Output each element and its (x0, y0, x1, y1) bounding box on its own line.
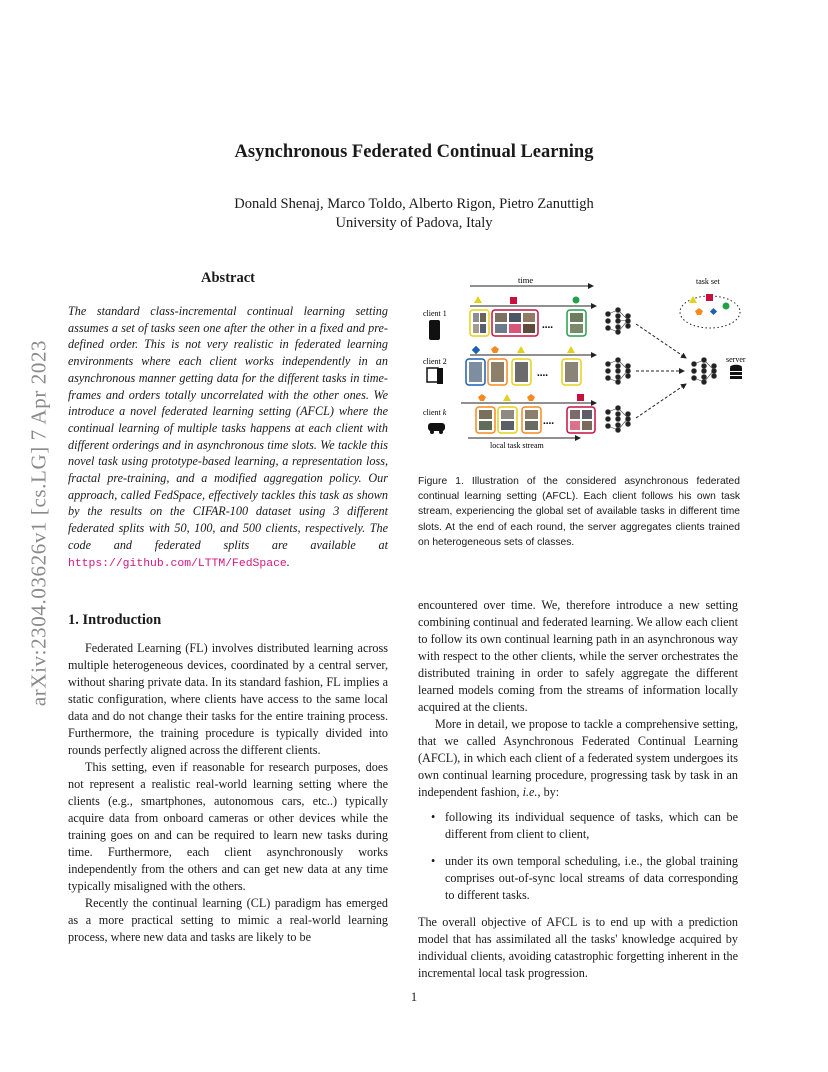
ie-abbrev: i.e. (522, 785, 538, 799)
affiliation: University of Padova, Italy (335, 215, 493, 231)
figure-1-caption: Figure 1. Illustration of the considered asynchronous federated continual learning setting (AFCL). Each client follows his own task stream, experiencing the global set of available tasks in different time slots. At the end of each round, the server aggregates clients trained on heterogeneous sets of classes. (418, 476, 740, 548)
ellipsis: .... (543, 415, 554, 427)
time-label: time (518, 275, 534, 285)
introduction-left-column (68, 640, 388, 946)
abstract-end-period: . (286, 554, 290, 569)
arxiv-identifier: arXiv:2304.03626v1 [cs.LG] 7 Apr 2023 (26, 339, 51, 706)
pentagon-task-icon (478, 394, 486, 401)
pentagon-task-icon (491, 346, 499, 353)
server-label: server (726, 355, 746, 364)
database-server-icon (730, 365, 742, 379)
triangle-task-icon (474, 296, 482, 303)
local-task-stream-label: local task stream (490, 441, 544, 450)
circle-task-icon (573, 297, 580, 304)
diamond-task-icon (472, 346, 480, 354)
client-1-row (423, 296, 596, 340)
client-network-icons (606, 308, 631, 433)
intro-paragraph: The overall objective of AFCL is to end up with a prediction model that has assimilated all the tasks' knowledge acquired by individual clients, avoiding catastrophic forgetting inherent in the incremental local task progression. (418, 915, 738, 980)
square-task-icon (706, 294, 713, 301)
triangle-task-icon (517, 346, 525, 353)
client-k-label: client (423, 408, 441, 417)
circle-task-icon (723, 303, 730, 310)
abstract-body (68, 303, 388, 572)
triangle-task-icon (689, 296, 697, 303)
section-heading-introduction: 1. Introduction (68, 612, 162, 628)
task-box (470, 310, 489, 336)
bullet-item: • under its own temporal scheduling, i.e., the global training comprises out-of-sync local streams of data corresponding to different tasks. (418, 853, 738, 904)
page-number: 1 (410, 990, 418, 1004)
aggregation-links (636, 324, 686, 418)
intro-paragraph: encountered over time. We, therefore introduce a new setting combining continual and federated learning. We allow each client to follow its own continual learning path in an asynchronous way with respect to the other clients, while the server orchestrates the distributed training in order to safely aggregate the different learned models coming from the streams of information locally acquired at the clients. (418, 598, 738, 714)
desktop-computer-icon (427, 368, 438, 382)
paragraph-end: , by: (537, 785, 560, 799)
server-network-icon (692, 358, 717, 385)
svg-text:client 2 (423, 357, 447, 366)
task-set-label: task set (696, 277, 720, 286)
author-names: Donald Shenaj, Marco Toldo, Alberto Rigon, Pietro Zanuttigh (234, 196, 594, 212)
pentagon-task-icon (527, 394, 535, 401)
smartphone-icon (429, 320, 440, 340)
client-k-index: k (442, 408, 447, 417)
triangle-task-icon (503, 394, 511, 401)
paragraph-text: More in detail, we propose to tackle a comprehensive setting, that we called Asynchronous Federated Continual Learning (AFCL), in which each client of a federated system undergoes its own continual learning procedure, progressing task by task in an independent fashion, (418, 717, 738, 799)
introduction-right-column (418, 597, 738, 982)
paper-title: Asynchronous Federated Continual Learning (234, 142, 594, 162)
arxiv-watermark-container (14, 290, 64, 755)
bullet-list (418, 809, 738, 904)
abstract-heading: Abstract (201, 270, 255, 286)
intro-paragraph: Recently the continual learning (CL) paradigm has emerged as a more practical setting to mimic a real-world learning process, where new data and tasks are likely to be (68, 896, 388, 944)
abstract-text: The standard class-incremental continual learning setting assumes a set of tasks seen one after the other in a fixed and pre-defined order. This is not very realistic in federated learning environments where each client works independently in an asynchronous manner getting data for the different tasks in time-frames and orders totally uncorrelated with the other ones. We introduce a novel federated learning setting (AFCL) where the continual learning of multiple tasks happens at each client with different orderings and in asynchronous time slots. We tackle this novel task using prototype-based learning, a representation loss, fractal pre-training, and a modified aggregation policy. Our approach, called FedSpace, effectively tackles this task as shown by the results on the CIFAR-100 dataset using 3 different federated splits with 50, 100, and 500 clients, respectively. The code and federated splits are available at (68, 304, 388, 552)
pentagon-task-icon (695, 308, 703, 315)
neural-network-icon (606, 406, 631, 433)
square-task-icon (577, 394, 584, 401)
code-link[interactable]: https://github.com/LTTM/FedSpace (68, 557, 287, 570)
ellipsis: .... (537, 367, 548, 379)
client-1-label: client 1 (423, 309, 447, 318)
afcl-illustration (418, 272, 758, 450)
client-2-row (423, 346, 596, 385)
triangle-task-icon (567, 346, 575, 353)
intro-paragraph (418, 716, 738, 801)
intro-paragraph: This setting, even if reasonable for research purposes, does not represent a realistic real-world learning setting where the clients (e.g., smartphones, autonomous cars, etc..) typically acquire data from onboard cameras or other devices while the training goes on and can be required to learn new tasks during time. Furthermore, each client asynchronously works independently from the others and can get new data at any time typically misaligned with the others. (68, 760, 388, 893)
figure-1 (418, 272, 758, 450)
car-icon (428, 423, 445, 431)
svg-text:client k (423, 408, 447, 417)
author-block (0, 195, 828, 233)
neural-network-icon (606, 358, 631, 385)
diamond-task-icon (710, 308, 717, 315)
client-2-label: client 2 (423, 357, 447, 366)
client-k-row (423, 394, 596, 434)
bullet-item: • following its individual sequence of tasks, which can be different from client to client, (418, 809, 738, 843)
square-task-icon (510, 297, 517, 304)
ellipsis: .... (542, 319, 553, 331)
neural-network-icon (606, 308, 631, 335)
intro-paragraph: Federated Learning (FL) involves distributed learning across multiple heterogeneous devices, coordinated by a central server, without sharing private data. In its standard fashion, FL implies a static configuration, where clients have access to the same local data and do not change their tasks for the entire training process. Furthermore, the training procedure is typically divided into rounds perfectly aligned across the different clients. (68, 641, 388, 757)
svg-text:client 1 (423, 309, 447, 318)
